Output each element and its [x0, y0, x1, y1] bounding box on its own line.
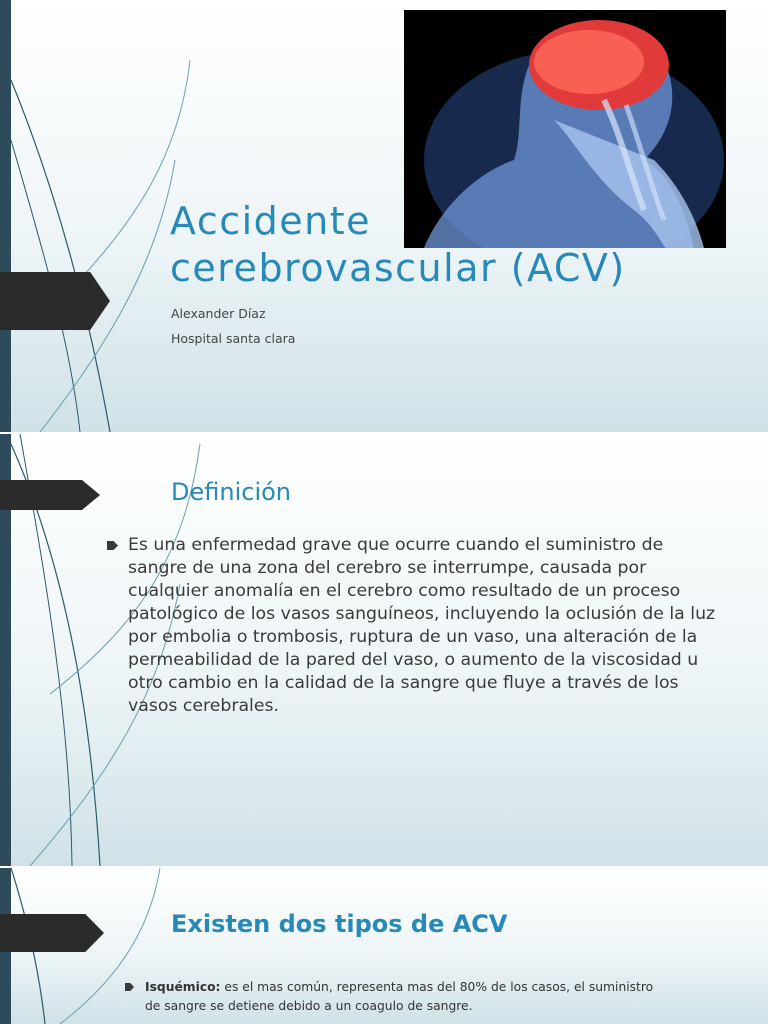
bullet-term: Isquémico: — [145, 980, 221, 994]
author-name: Alexander Díaz — [171, 306, 266, 321]
slide-title — [0, 0, 768, 432]
definition-heading: Definición — [171, 478, 291, 506]
title-line-2: cerebrovascular (ACV) — [170, 246, 626, 290]
title-line-1: Accidente — [170, 199, 372, 243]
bullet-text: es el mas común, representa mas del 80% de los casos, el suministro de sangre se detiene debido a un coagulo de sangre. — [145, 980, 654, 1013]
arrow-marker — [0, 272, 110, 330]
definition-text: Es una enfermedad grave que ocurre cuando el suministro de sangre de una zona del cerebro se interrumpe, causada por cualquier anomalía en el cerebro como resultado de un proceso patológico de los vasos sanguíneos, incluyendo la oclusión de la luz por embolia o trombosis, ruptura de un vaso, una alteración de la permeabilidad de la pared del vaso, o aumento de la viscosidad u otro cambio en la calidad de la sangre que fluye a través de los vasos cerebrales. — [128, 535, 716, 716]
types-bullet — [145, 978, 665, 1016]
types-heading: Existen dos tipos de ACV — [171, 910, 508, 938]
presentation-title — [170, 198, 626, 292]
author-affiliation: Hospital santa clara — [171, 331, 296, 346]
arrow-marker — [0, 914, 104, 952]
arrow-marker — [0, 480, 100, 510]
